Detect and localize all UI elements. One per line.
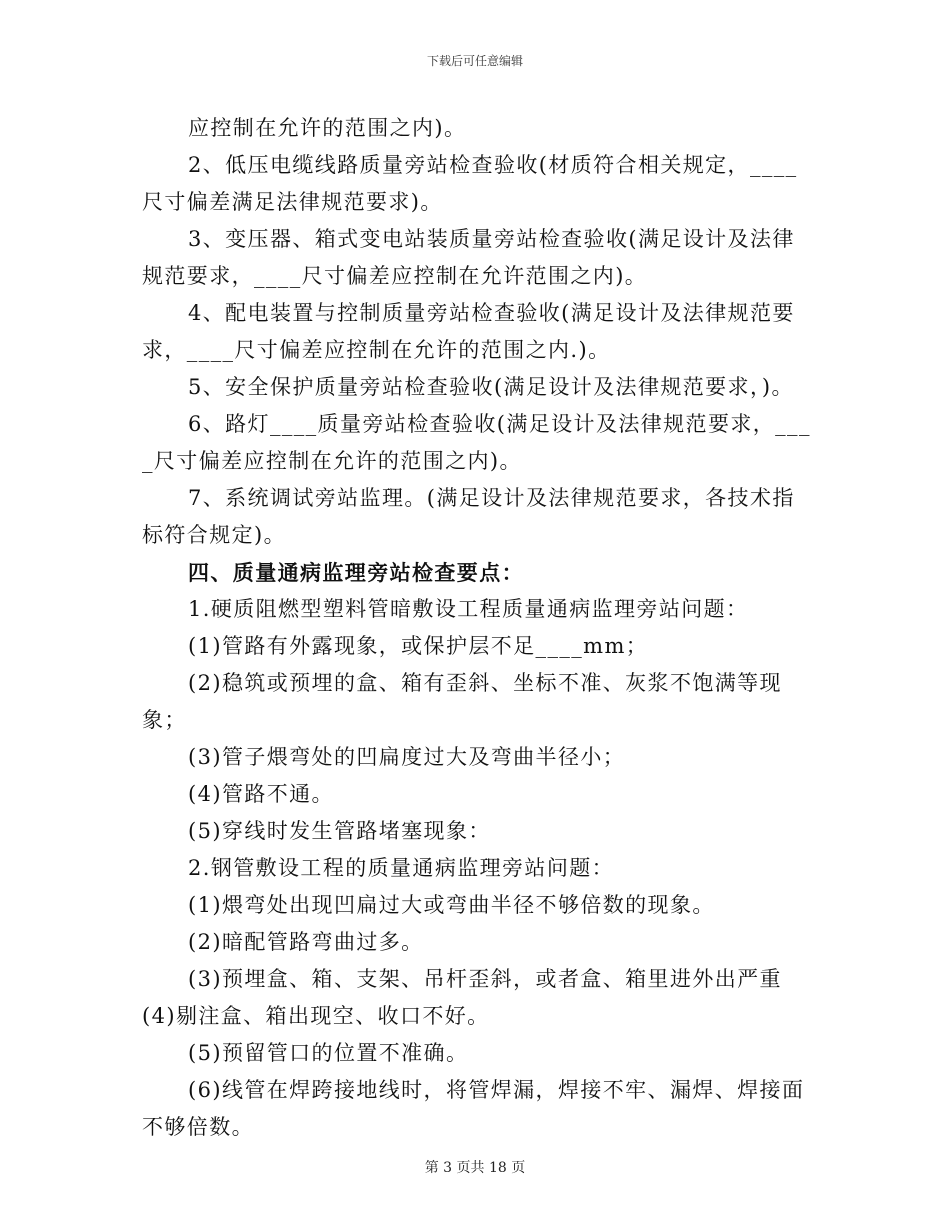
list-item: (4)管路不通。 bbox=[188, 782, 334, 806]
paragraph-item-2: 2、低压电缆线路质量旁站检查验收(材质符合相关规定，____尺寸偏差满足法律规范要求)。 bbox=[142, 153, 798, 214]
paragraph-item-3: 3、变压器、箱式变电站装质量旁站检查验收(满足设计及法律规范要求，____尺寸偏差应控制在允许范围之内)。 bbox=[142, 227, 795, 288]
paragraph-item-7: 7、系统调试旁站监理。(满足设计及法律规范要求，各技术指标符合规定)。 bbox=[142, 486, 795, 547]
document-body bbox=[142, 110, 812, 1146]
paragraph-continuation: 应控制在允许的范围之内)。 bbox=[188, 116, 467, 140]
list-item: (3)预埋盒、箱、支架、吊杆歪斜，或者盒、箱里进外出严重(4)剔注盒、箱出现空、收口不好。 bbox=[142, 967, 782, 1028]
section-heading: 四、质量通病监理旁站检查要点： bbox=[188, 560, 524, 585]
list-item: (3)管子煨弯处的凹扁度过大及弯曲半径小； bbox=[188, 745, 626, 769]
list-item: (2)暗配管路弯曲过多。 bbox=[188, 930, 424, 954]
list-item: (6)线管在焊跨接地线时，将管焊漏，焊接不牢、漏焊、焊接面不够倍数。 bbox=[142, 1078, 805, 1139]
paragraph-item-5: 5、安全保护质量旁站检查验收(满足设计及法律规范要求，)。 bbox=[188, 375, 794, 399]
page-header: 下载后可任意编辑 bbox=[426, 54, 523, 68]
list-item: (1)管路有外露现象，或保护层不足____mm； bbox=[188, 634, 649, 658]
subsection-1-title: 1.硬质阻燃型塑料管暗敷设工程质量通病监理旁站问题： bbox=[188, 597, 749, 621]
subsection-2-title: 2.钢管敷设工程的质量通病监理旁站问题： bbox=[188, 856, 615, 880]
list-item: (1)煨弯处出现凹扁过大或弯曲半径不够倍数的现象。 bbox=[188, 893, 715, 917]
paragraph-item-4: 4、配电装置与控制质量旁站检查验收(满足设计及法律规范要求，____尺寸偏差应控制在允许的范围之内.)。 bbox=[142, 301, 795, 362]
list-item: (2)稳筑或预埋的盒、箱有歪斜、坐标不准、灰浆不饱满等现象； bbox=[142, 671, 782, 732]
list-item: (5)预留管口的位置不准确。 bbox=[188, 1041, 469, 1065]
list-item: (5)穿线时发生管路堵塞现象： bbox=[188, 819, 491, 843]
page-footer: 第 3 页共 18 页 bbox=[424, 1160, 526, 1176]
paragraph-item-6: 6、路灯____质量旁站检查验收(满足设计及法律规范要求，____尺寸偏差应控制在允许的范围之内)。 bbox=[142, 412, 811, 473]
